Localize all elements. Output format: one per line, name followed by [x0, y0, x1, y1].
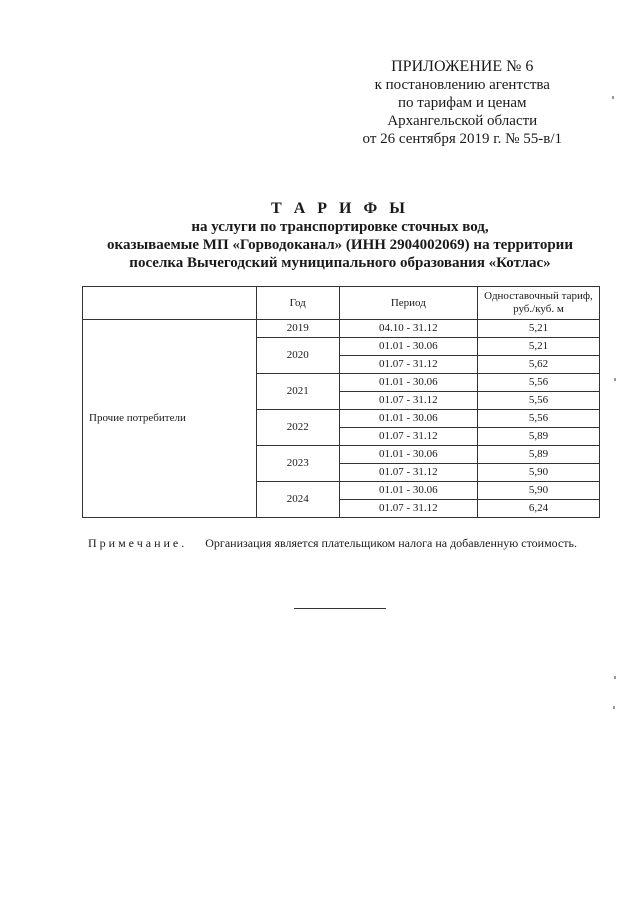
period-cell: 01.01 - 30.06 — [339, 410, 477, 428]
heading-line: оказываемые МП «Горводоканал» (ИНН 2904002069) на территории — [107, 237, 573, 253]
period-cell: 01.07 - 31.12 — [339, 428, 477, 446]
year-cell: 2021 — [256, 374, 339, 410]
period-cell: 01.07 - 31.12 — [339, 392, 477, 410]
appendix-line: к постановлению агентства — [374, 77, 550, 93]
appendix-line: от 26 сентября 2019 г. № 55-в/1 — [362, 131, 562, 147]
scan-speck — [614, 676, 616, 679]
year-cell: 2020 — [256, 338, 339, 374]
period-cell: 01.07 - 31.12 — [339, 500, 477, 518]
document-heading — [80, 200, 600, 272]
table-header-row — [83, 287, 600, 320]
consumer-cell: Прочие потребители — [83, 320, 257, 518]
header-tariff-line: Одноставочный тариф, — [484, 290, 593, 302]
period-cell: 04.10 - 31.12 — [339, 320, 477, 338]
period-cell: 01.07 - 31.12 — [339, 464, 477, 482]
tariff-cell: 5,56 — [477, 392, 599, 410]
header-period: Период — [339, 287, 477, 320]
tariff-cell: 5,90 — [477, 482, 599, 500]
year-cell: 2024 — [256, 482, 339, 518]
year-cell: 2019 — [256, 320, 339, 338]
appendix-block — [363, 58, 562, 148]
year-cell: 2023 — [256, 446, 339, 482]
heading-line: на услуги по транспортировке сточных вод, — [191, 219, 489, 235]
period-cell: 01.07 - 31.12 — [339, 356, 477, 374]
appendix-title: ПРИЛОЖЕНИЕ № 6 — [391, 58, 534, 75]
note-label: Примечание. — [88, 536, 188, 550]
tariff-cell: 5,89 — [477, 446, 599, 464]
period-cell: 01.01 - 30.06 — [339, 338, 477, 356]
header-tariff-line: руб./куб. м — [513, 303, 564, 315]
closing-line — [294, 608, 386, 609]
scan-speck — [614, 378, 616, 381]
tariff-table — [82, 286, 600, 518]
tariff-cell: 6,24 — [477, 500, 599, 518]
tariff-cell: 5,56 — [477, 410, 599, 428]
tariff-cell: 5,21 — [477, 338, 599, 356]
note-block — [88, 535, 600, 551]
scan-speck — [612, 96, 614, 99]
tariff-cell: 5,56 — [477, 374, 599, 392]
header-tariff — [477, 287, 599, 320]
heading-line: поселка Вычегодский муниципального образования «Котлас» — [129, 255, 551, 271]
note-text: Организация является плательщиком налога на добавленную стоимость. — [205, 536, 578, 550]
period-cell: 01.01 - 30.06 — [339, 446, 477, 464]
header-year: Год — [256, 287, 339, 320]
header-consumer — [83, 287, 257, 320]
tariff-cell: 5,62 — [477, 356, 599, 374]
period-cell: 01.01 - 30.06 — [339, 374, 477, 392]
scan-speck — [613, 706, 615, 709]
year-cell: 2022 — [256, 410, 339, 446]
period-cell: 01.01 - 30.06 — [339, 482, 477, 500]
appendix-line: Архангельской области — [387, 113, 538, 129]
appendix-line: по тарифам и ценам — [398, 95, 527, 111]
tariff-cell: 5,89 — [477, 428, 599, 446]
table-row — [83, 320, 600, 338]
heading-title: Т А Р И Ф Ы — [271, 200, 409, 217]
tariff-cell: 5,21 — [477, 320, 599, 338]
tariff-cell: 5,90 — [477, 464, 599, 482]
